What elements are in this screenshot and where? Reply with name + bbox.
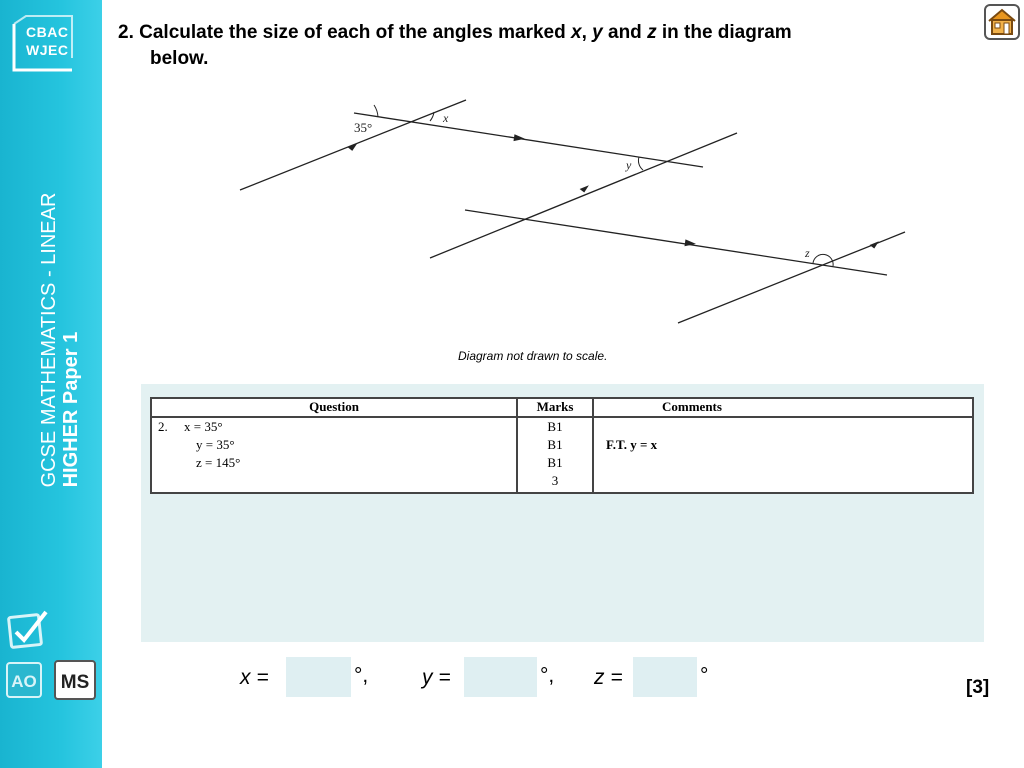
header-marks: Marks bbox=[517, 398, 593, 417]
answer-x: x = 35° bbox=[184, 419, 223, 434]
marks-total: [3] bbox=[966, 677, 990, 698]
z-answer-box[interactable] bbox=[633, 657, 697, 697]
sidebar bbox=[0, 0, 102, 768]
table-row bbox=[151, 417, 973, 493]
y-answer-box[interactable] bbox=[464, 657, 537, 697]
x-answer-box[interactable] bbox=[286, 657, 351, 697]
question-text: 2. Calculate the size of each of the angles marked x, y and z in the diagram below. bbox=[118, 22, 792, 69]
angle-diagram bbox=[230, 95, 920, 330]
line-transversal-2 bbox=[430, 133, 737, 258]
header-question: Question bbox=[151, 398, 517, 417]
y-degree: °, bbox=[540, 664, 555, 687]
x-label: x = bbox=[240, 666, 269, 689]
marks-cell bbox=[517, 417, 593, 493]
checklist-icon[interactable] bbox=[6, 608, 50, 652]
home-icon[interactable] bbox=[984, 4, 1020, 40]
ms-icon[interactable] bbox=[54, 660, 96, 700]
mark-total: 3 bbox=[551, 473, 559, 488]
comments-cell bbox=[593, 417, 973, 493]
mark-2: B1 bbox=[547, 437, 563, 452]
question-cell bbox=[151, 417, 517, 493]
line-parallel-upper bbox=[354, 113, 703, 167]
comment-text: F.T. y = x bbox=[606, 437, 658, 452]
angle-x-label: x bbox=[443, 111, 449, 125]
z-degree: ° bbox=[700, 664, 709, 687]
x-degree: °, bbox=[354, 664, 369, 687]
ms-icon-text: MS bbox=[60, 672, 90, 693]
table-header-row bbox=[151, 398, 973, 417]
mark-scheme-table bbox=[150, 397, 974, 494]
line-transversal-1 bbox=[240, 100, 466, 190]
question-number: 2. bbox=[158, 419, 168, 434]
z-label: z = bbox=[594, 666, 623, 689]
answer-y: y = 35° bbox=[196, 437, 235, 452]
mark-1: B1 bbox=[547, 419, 563, 434]
angle-35-label: 35° bbox=[354, 120, 373, 135]
answer-z: z = 145° bbox=[196, 455, 241, 470]
mark-3: B1 bbox=[547, 455, 563, 470]
ao-icon[interactable] bbox=[6, 662, 42, 698]
angle-z-label: z bbox=[805, 246, 810, 260]
header-comments: Comments bbox=[593, 398, 973, 417]
title-line2: HIGHER Paper 1 bbox=[60, 331, 82, 488]
logo-line1: CBAC bbox=[26, 24, 69, 40]
logo-line2: WJEC bbox=[26, 42, 69, 58]
vertical-title bbox=[38, 193, 82, 488]
diagram-caption: Diagram not drawn to scale. bbox=[458, 349, 608, 363]
y-label: y = bbox=[422, 666, 451, 689]
angle-y-label: y bbox=[626, 158, 632, 172]
title-line1: GCSE MATHEMATICS - LINEAR bbox=[38, 192, 60, 488]
ao-icon-text: AO bbox=[11, 672, 37, 691]
